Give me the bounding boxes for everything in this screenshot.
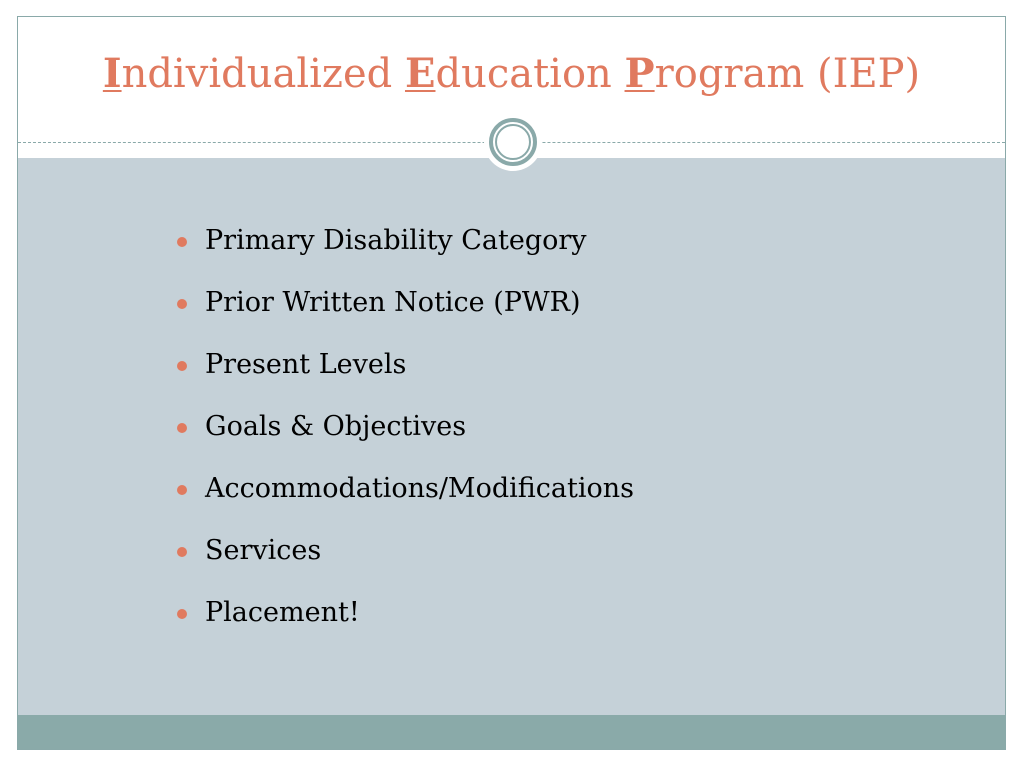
bullet-text: Primary Disability Category xyxy=(205,225,587,256)
bullet-item xyxy=(173,345,634,407)
bullet-text: Placement! xyxy=(205,597,360,628)
bullet-item xyxy=(173,221,634,283)
slide xyxy=(17,16,1006,750)
title-text-2: ducation xyxy=(435,51,625,97)
title-text-3: rogram (IEP) xyxy=(654,51,921,97)
bullet-text: Goals & Objectives xyxy=(205,411,467,442)
bullet-item xyxy=(173,531,634,593)
bullet-item xyxy=(173,407,634,469)
bullet-dot-icon xyxy=(177,361,187,371)
bullet-text: Services xyxy=(205,535,322,566)
bullet-text: Accommodations/Modifications xyxy=(205,473,634,504)
title-initial-e: E xyxy=(404,50,436,97)
bullet-item xyxy=(173,283,634,345)
bullet-text: Prior Written Notice (PWR) xyxy=(205,287,581,318)
bullet-dot-icon xyxy=(177,485,187,495)
bullet-dot-icon xyxy=(177,547,187,557)
title-initial-p: P xyxy=(624,50,655,97)
bullet-dot-icon xyxy=(177,423,187,433)
footer-bar xyxy=(18,715,1005,749)
bullet-item xyxy=(173,469,634,531)
title-text-1: ndividualized xyxy=(121,51,405,97)
bullet-text: Present Levels xyxy=(205,349,407,380)
slide-title xyxy=(18,50,1005,97)
bullet-dot-icon xyxy=(177,237,187,247)
title-initial-i: I xyxy=(102,50,122,97)
circle-ornament-inner xyxy=(495,124,531,160)
bullet-item xyxy=(173,593,634,655)
bullet-dot-icon xyxy=(177,299,187,309)
bullet-list xyxy=(173,221,634,655)
bullet-dot-icon xyxy=(177,609,187,619)
